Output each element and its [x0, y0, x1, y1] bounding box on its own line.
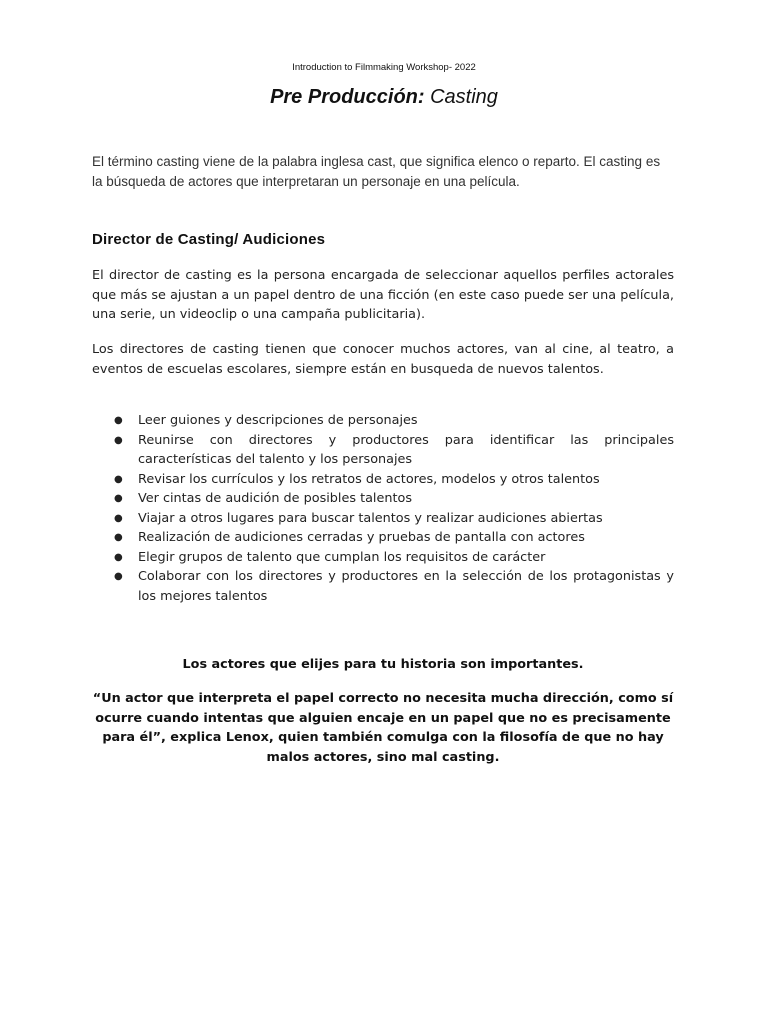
title-italic: Casting [430, 86, 498, 108]
list-item [92, 470, 674, 490]
page-title [0, 86, 768, 109]
callout-quote: “Un actor que interpreta el papel correcto no necesita mucha dirección, como sí ocurre cuando intentas que alguien encaje en un papel que no es precisamente para él”, explica Lenox, quien también comulga con la filosofía de que no hay malos actores, sino mal casting. [92, 691, 674, 765]
list-item [92, 431, 674, 470]
paragraph-2: Los directores de casting tienen que conocer muchos actores, van al cine, al teatro, a eventos de escuelas escolares, siempre están en busqueda de nuevos talentos. [92, 342, 674, 377]
list-item-text: Viajar a otros lugares para buscar talentos y realizar audiciones abiertas [138, 510, 603, 526]
list-item-text: Revisar los currículos y los retratos de actores, modelos y otros talentos [138, 471, 600, 487]
bullet-icon: ● [114, 532, 123, 543]
bullet-icon: ● [114, 473, 123, 485]
list-item-text: Colaborar con los directores y productores en la selección de los protagonistas y los mejores talentos [138, 569, 674, 604]
list-item [92, 567, 674, 606]
bullet-icon: ● [114, 512, 123, 524]
list-item-text: Realización de audiciones cerradas y pruebas de pantalla con actores [138, 530, 585, 545]
section-heading: Director de Casting/ Audiciones [92, 231, 326, 248]
list-item [92, 548, 674, 568]
bullet-icon: ● [114, 571, 123, 582]
responsibilities-list [92, 411, 674, 606]
workshop-header: Introduction to Filmmaking Workshop- 2022 [292, 62, 476, 73]
paragraph-1: El director de casting es la persona encargada de seleccionar aquellos perfiles actorales que más se ajustan a un papel dentro de una ficción (en este caso puede ser una película, una serie, un videoclip o una campaña publicitaria). [92, 268, 674, 322]
bullet-icon: ● [114, 434, 123, 446]
list-item [92, 528, 674, 548]
bullet-icon: ● [114, 551, 123, 563]
intro-paragraph: El término casting viene de la palabra inglesa cast, que significa elenco o reparto. El casting es la búsqueda de actores que interpretaran un personaje en una película. [92, 154, 661, 189]
list-item [92, 411, 674, 431]
bullet-icon: ● [114, 415, 123, 426]
list-item-text: Leer guiones y descripciones de personajes [138, 413, 418, 428]
title-bold: Pre Producción: [270, 86, 425, 108]
list-item-text: Reunirse con directores y productores para identificar las principales características del talento y los personajes [138, 432, 674, 467]
list-item [92, 509, 674, 529]
list-item [92, 489, 674, 509]
callout-heading: Los actores que elijes para tu historia son importantes. [182, 657, 584, 672]
list-item-text: Elegir grupos de talento que cumplan los requisitos de carácter [138, 549, 546, 565]
list-item-text: Ver cintas de audición de posibles talentos [138, 491, 412, 506]
bullet-icon: ● [114, 493, 123, 504]
